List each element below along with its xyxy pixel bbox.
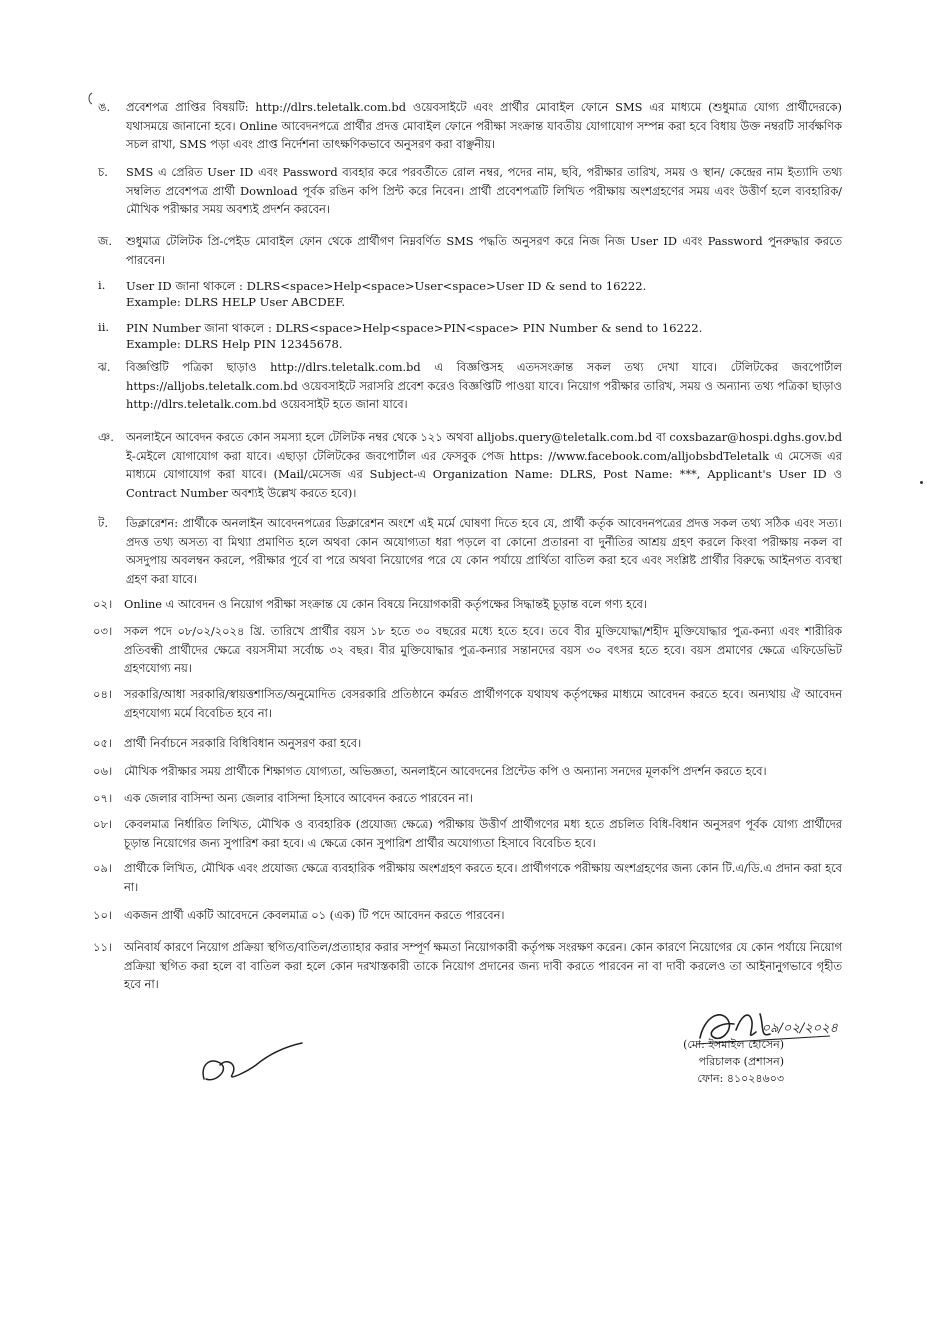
rule-text: কেবলমাত্র নির্ধারিত লিখিত, মৌখিক ও ব্যবহারিক (প্রযোজ্য ক্ষেত্রে) পরীক্ষায় উত্তীর্ণ প্রার্থীগণের মধ্য হতে প্রচলিত বিধি-বিধান অনুসরণ পূর্বক যোগ্য প্রার্থীদের চূড়ান্ত নিয়োগের জন্য সুপারিশ করা হবে। এ ক্ষেত্রে কোন সুপারিশ প্রার্থীর অযোগ্যতা হিসাবে বিবেচিত হবে। bbox=[124, 817, 842, 850]
item-text: ডিক্লারেশন: প্রার্থীকে অনলাইন আবেদনপত্রের ডিক্লারেশন অংশে এই মর্মে ঘোষণা দিতে হবে যে, প্রার্থী কর্তৃক আবেদনপত্রের প্রদত্ত সকল তথ্য সঠিক এবং সত্য। প্রদত্ত তথ্য অসত্য বা মিথ্যা প্রমাণিত হলে অথবা কোন অযোগ্যতা ধরা পড়লে বা কোনো প্রতারনা বা দুর্নীতির আশ্রয় গ্রহণ করলে কিংবা পরীক্ষায় নকল বা অসদুপায় অবলম্বন করলে, পরীক্ষার পূর্বে বা পরে অথবা নিয়োগের পরে যে কোন পর্যায়ে প্রার্থিতা বাতিল করা হবে এবং সংশ্লিষ্ট প্রার্থীর বিরুদ্ধে আইনগত ব্যবস্থা গ্রহণ করা যাবে। bbox=[126, 516, 842, 586]
sms-example-line: Example: DLRS HELP User ABCDEF. bbox=[126, 295, 346, 309]
sms-marker: ii. bbox=[98, 320, 110, 334]
rule-text: সরকারি/আধা সরকারি/স্বায়ত্তশাসিত/অনুমোদিত বেসরকারি প্রতিষ্ঠানে কর্মরত প্রার্থীগণকে যথাযথ কর্তৃপক্ষের মাধ্যমে আবেদন করতে হবে। অন্যথায় ঐ আবেদন গ্রহণযোগ্য মর্মে বিবেচিত হবে না। bbox=[124, 687, 842, 720]
sms-marker: i. bbox=[98, 278, 106, 292]
rule-text: প্রার্থীকে লিখিত, মৌখিক এবং প্রযোজ্য ক্ষেত্রে ব্যবহারিক পরীক্ষায় অংশগ্রহণ করতে হবে। প্রার্থীগণকে পরীক্ষায় অংশগ্রহণের জন্য কোন টি.এ/ডি.এ প্রদান করা হবে না। bbox=[124, 861, 842, 894]
item-text: SMS এ প্রেরিত User ID এবং Password ব্যবহার করে পরবর্তীতে রোল নম্বর, পদের নাম, ছবি, পরীক্ষার তারিখ, সময় ও স্থান/ কেন্দ্রের নাম ইত্যাদি তথ্য সম্বলিত প্রবেশপত্র প্রার্থী Download পূর্বক রঙিন কপি প্রিন্ট করে নিবেন। প্রার্থী প্রবেশপত্রটি লিখিত পরীক্ষায় অংশগ্রহণের সময় এবং উত্তীর্ণ হলে ব্যবহারিক/ মৌখিক পরীক্ষার সময় অবশ্যই প্রদর্শন করবেন। bbox=[126, 165, 842, 217]
speck bbox=[920, 481, 923, 484]
item-marker: জ. bbox=[98, 234, 113, 248]
rule-marker: ১০। bbox=[93, 908, 113, 922]
initial-scribble bbox=[198, 1035, 308, 1090]
item-marker: চ. bbox=[98, 165, 108, 179]
rule-text: সকল পদে ০৮/০২/২০২৪ খ্রি. তারিখে প্রার্থীর বয়স ১৮ হতে ৩০ বছরের মধ্যে হতে হবে। তবে বীর মুক্তিযোদ্ধা/শহীদ মুক্তিযোদ্ধার পুত্র-কন্যা এবং শারীরিক প্রতিবন্ধী প্রার্থীদের ক্ষেত্রে বয়সসীমা সর্বোচ্চ ৩২ বছর। বীর মুক্তিযোদ্ধার পুত্র-কন্যার সন্তানদের বয়স ৩০ বৎসর হতে হবে। বয়স প্রমাণের ক্ষেত্রে এফিডেভিট গ্রহণযোগ্য নয়। bbox=[124, 624, 842, 676]
rule-marker: ০৫। bbox=[93, 736, 113, 750]
item-marker: ট. bbox=[98, 516, 109, 530]
item-marker: ঙ. bbox=[98, 100, 111, 114]
item-marker: ঞ. bbox=[98, 430, 114, 444]
rule-text: একজন প্রার্থী একটি আবেদনে কেবলমাত্র ০১ (এক) টি পদে আবেদন করতে পারবেন। bbox=[124, 908, 505, 922]
rule-text: প্রার্থী নির্বাচনে সরকারি বিধিবিধান অনুসরণ করা হবে। bbox=[124, 736, 362, 750]
sms-example-line: Example: DLRS Help PIN 12345678. bbox=[126, 337, 343, 351]
rule-marker: ০২। bbox=[93, 597, 113, 611]
signatory-phone: ফোন: ৪১০২৪৬০৩ bbox=[697, 1072, 784, 1085]
signatory-name: (মো: ইসমাইল হোসেন) bbox=[683, 1038, 784, 1051]
signatory-title: পরিচালক (প্রশাসন) bbox=[698, 1055, 784, 1068]
signature-date: ০৯/০২/২০২৪ bbox=[761, 1021, 838, 1036]
rule-marker: ০৭। bbox=[93, 791, 113, 805]
item-text: বিজ্ঞপ্তিটি পত্রিকা ছাড়াও http://dlrs.teletalk.com.bd এ বিজ্ঞপ্তিসহ এতদসংক্রান্ত সকল তথ্য দেখা যাবে। টেলিটকের জবপোর্টাল https://alljobs.teletalk.com.bd ওয়েবসাইটে সরাসরি প্রবেশ করেও বিজ্ঞপ্তিটি পাওয়া যাবে। নিয়োগ পরীক্ষার তারিখ, সময় ও অন্যান্য তথ্য পত্রিকা ছাড়াও http://dlrs.teletalk.com.bd ওয়েবসাইট হতে জানা যাবে। bbox=[126, 360, 842, 412]
margin-mark bbox=[86, 92, 94, 106]
rule-marker: ০৮। bbox=[93, 817, 113, 831]
rule-marker: ০৪। bbox=[93, 687, 113, 701]
rule-text: মৌখিক পরীক্ষার সময় প্রার্থীকে শিক্ষাগত যোগ্যতা, অভিজ্ঞতা, অনলাইনে আবেদনের প্রিন্টেড কপি ও অন্যান্য সনদের মূলকপি প্রদর্শন করতে হবে। bbox=[124, 764, 767, 778]
rule-marker: ০৩। bbox=[93, 624, 113, 638]
item-text: শুধুমাত্র টেলিটক প্রি-পেইড মোবাইল ফোন থেকে প্রার্থীগণ নিম্নবর্ণিত SMS পদ্ধতি অনুসরণ করে নিজ নিজ User ID এবং Password পুনরুদ্ধার করতে পারবেন। bbox=[126, 234, 842, 267]
item-text: প্রবেশপত্র প্রাপ্তির বিষয়টি: http://dlrs.teletalk.com.bd ওয়েবসাইটে এবং প্রার্থীর মোবাইল ফোনে SMS এর মাধ্যমে (শুধুমাত্র যোগ্য প্রার্থীদেরকে) যথাসময়ে জানানো হবে। Online আবেদনপত্রে প্রার্থীর প্রদত্ত মোবাইল ফোনে পরীক্ষা সংক্রান্ত যাবতীয় যোগাযোগ সম্পন্ন করা হবে বিধায় উক্ত নম্বরটি সার্বক্ষণিক সচল রাখা, SMS পড়া এবং প্রাপ্ত নির্দেশনা তাৎক্ষণিকভাবে অনুসরণ করা বাঞ্ছনীয়। bbox=[126, 100, 842, 152]
rule-text: Online এ আবেদন ও নিয়োগ পরীক্ষা সংক্রান্ত যে কোন বিষয়ে নিয়োগকারী কর্তৃপক্ষের সিদ্ধান্তই চূড়ান্ত বলে গণ্য হবে। bbox=[124, 597, 647, 611]
rule-text: অনিবার্য কারণে নিয়োগ প্রক্রিয়া স্থগিত/বাতিল/প্রত্যাহার করার সম্পূর্ণ ক্ষমতা নিয়োগকারী কর্তৃপক্ষ সংরক্ষণ করেন। কোন কারণে নিয়োগের যে কোন পর্যায়ে নিয়োগ প্রক্রিয়া স্থগিত করা হলে বা বাতিল করা হলে কোন দরখাস্তকারী তাকে নিয়োগ প্রদানের জন্য দাবী করতে পারবেন না বা দাবী করলেও তা আইনানুগভাবে গৃহীত হবে না। bbox=[124, 940, 842, 992]
item-marker: ঝ. bbox=[98, 360, 111, 374]
rule-text: এক জেলার বাসিন্দা অন্য জেলার বাসিন্দা হিসাবে আবেদন করতে পারবেন না। bbox=[124, 791, 473, 805]
item-text: অনলাইনে আবেদন করতে কোন সমস্যা হলে টেলিটক নম্বর থেকে ১২১ অথবা alljobs.query@teletalk.com.bd বা coxsbazar@hospi.dghs.gov.bd ই-মেইলে যোগাযোগ করা যাবে। এছাড়া টেলিটকের জবপোর্টাল এর ফেসবুক পেজ https: //www.facebook.com/alljobsbdTeletalk এ মেসেজ এর মাধ্যমে যোগাযোগ করা যাবে। (Mail/মেসেজ এর Subject-এ Organization Name: DLRS, Post Name: ***, Applicant's User ID ও Contract Number অবশ্যই উল্লেখ করতে হবে)। bbox=[126, 430, 842, 500]
rule-marker: ০৯। bbox=[93, 861, 113, 875]
rule-marker: ০৬। bbox=[93, 764, 113, 778]
sms-format-line: PIN Number জানা থাকলে : DLRS<space>Help<space>PIN<space> PIN Number & send to 16222. bbox=[126, 321, 703, 335]
rule-marker: ১১। bbox=[93, 940, 113, 954]
sms-format-line: User ID জানা থাকলে : DLRS<space>Help<space>User<space>User ID & send to 16222. bbox=[126, 279, 647, 293]
